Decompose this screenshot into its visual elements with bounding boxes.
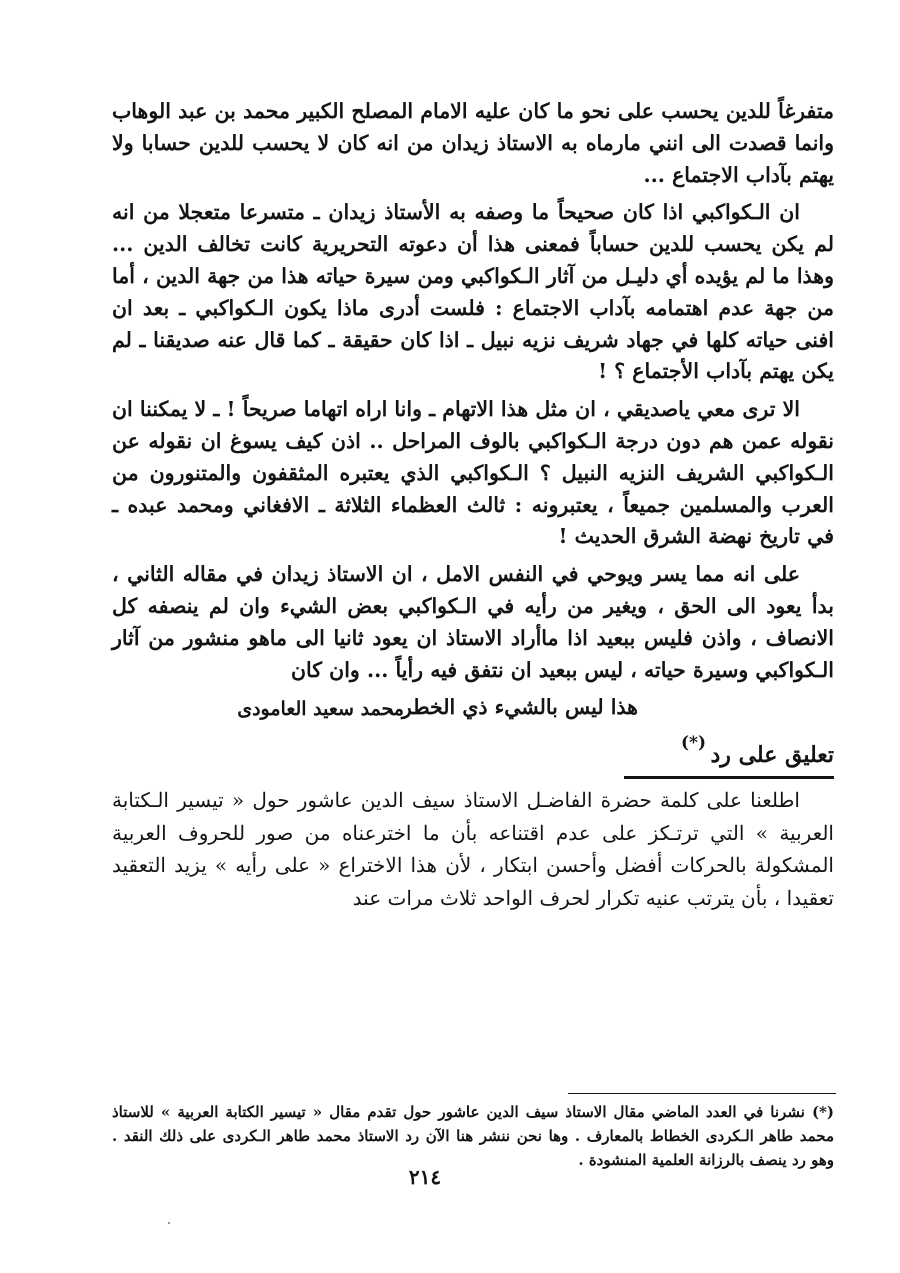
page-number: ٢١٤ [408, 1165, 442, 1189]
footnote-text: (*) نشرنا في العدد الماضي مقال الاستاذ سيف الدين عاشور حول تقدم مقال « تيسير الكتابة العربية » للاستاذ محمد طاهر الـكردى الخطاط بالمعارف . وها نحن ننشر هنا الآن رد الاستاذ محمد طاهر الـكردى على ذلك النقد . وهو رد ينصف بالرزانة العلمية المنشودة . [112, 1103, 834, 1169]
author-signature: محمد سعيد العامودى [237, 698, 404, 721]
scan-speck [168, 1222, 170, 1224]
reply-paragraph: اطلعنا على كلمة حضرة الفاضـل الاستاذ سيف الدين عاشور حول « تيسير الـكتابة العربية » التي ترتـكز على عدم اقتناعه بأن ما اخترعناه من صور للحروف العربية المشكولة بالحركات أفضل وأحسن ابتكار ، لأن هذا الاختراع « على رأيه » يزيد التعقيد تعقيدا ، بأن يترتب عنيه تكرار لحرف الواحد ثلاث مرات عند [112, 788, 834, 910]
article-body [112, 96, 834, 920]
reply-section-header [112, 732, 834, 776]
reply-body [112, 784, 834, 914]
closing-row [112, 692, 834, 726]
section-title: تعليق على رد [624, 740, 834, 779]
closing-line: هذا ليس بالشيء ذي الخطر . [387, 695, 638, 720]
article-paragraph-1: متفرغاً للدين يحسب على نحو ما كان عليه الامام المصلح الكبير محمد بن عبد الوهاب وانما قصدت الى انني مارماه به الاستاذ زيدان من انه كان لا يحسب للدين حسابا ولا يهتم بآداب الاجتماع ... [112, 99, 834, 187]
article-paragraph-3: الا ترى معي ياصديقي ، ان مثل هذا الاتهام ـ وانا اراه اتهاما صريحاً ! ـ لا يمكننا ان نقوله عمن هم دون درجة الـكواكبي بالوف المراحل .. اذن كيف يسوغ ان نقوله عن الـكواكبي الشريف النزيه النبيل ؟ الـكواكبي الذي يعتبره المثقفون والمتنورون من العرب والمسلمين جميعاً ، يعتبرونه : ثالث العظماء الثلاثة ـ الافغاني ومحمد عبده ـ في تاريخ نهضة الشرق الحديث ! [112, 397, 834, 549]
footnote-mark: (*) [681, 733, 706, 754]
article-paragraph-4: على انه مما يسر ويوحي في النفس الامل ، ان الاستاذ زيدان في مقاله الثاني ، بدأ يعود الى الحق ، ويغير من رأيه في الـكواكبي بعض الشيء وان لم ينصفه كل الانصاف ، واذن فليس ببعيد اذا ماأراد الاستاذ ان يعود ثانيا الى ماهو منشور من آثار الـكواكبي وسيرة حياته ، ليس ببعيد ان نتفق فيه رأياً ... وان كان [112, 562, 834, 682]
footnote-divider [568, 1093, 836, 1094]
article-paragraph-2: ان الـكواكبي اذا كان صحيحاً ما وصفه به الأستاذ زيدان ـ متسرعا متعجلا من انه لم يكن يحسب للدين حساباً فمعنى هذا أن دعوته التحريرية كانت تخالف الدين ... وهذا ما لم يؤيده أي دليـل من آثار الـكواكبي ومن سيرة حياته هذا من جهة الدين ، أما من جهة عدم اهتمامه بآداب الاجتماع : فلست أدرى ماذا يكون الـكواكبي ـ بعد ان افنى حياته كلها في جهاد شريف نزيه نبيل ـ اذا كان حقيقة ـ كما قال عنه صديقنا ـ لم يكن يهتم بآداب الأجتماع ؟ ! [112, 200, 834, 384]
footnote [112, 1100, 834, 1172]
